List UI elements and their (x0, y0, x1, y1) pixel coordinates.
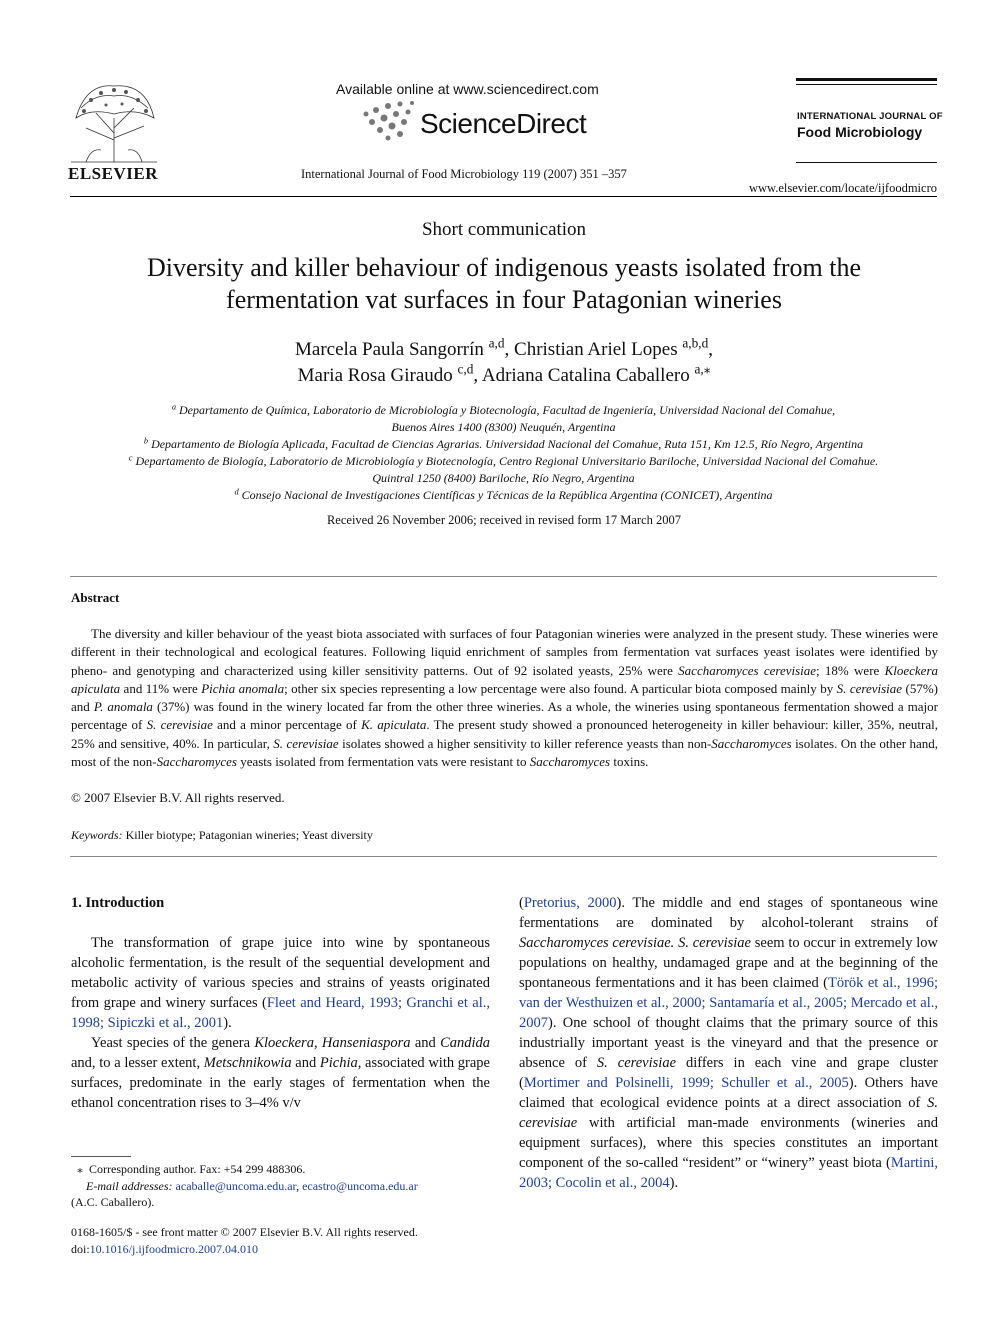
abstract-bottom-rule (70, 856, 937, 857)
affiliation-mark: d (234, 487, 239, 497)
affiliation-mark: b (143, 436, 149, 446)
citation-link[interactable]: Mortimer and Polsinelli, 1999; Schuller et al., 2005 (523, 1075, 849, 1091)
affiliation-b: Departamento de Biología Aplicada, Facultad de Ciencias Agrarias. Universidad Nacional del Comahue, Ruta 151, Km 12.5, Río Negro, Argentina (151, 437, 864, 451)
author-affiliation-mark[interactable]: a,b,d (682, 335, 709, 351)
front-matter (71, 1224, 491, 1257)
journal-logo-rule (796, 84, 937, 85)
journal-logo-line2: Food Microbiology (797, 124, 923, 140)
email-link[interactable]: acaballe@uncoma.edu.ar (175, 1178, 297, 1193)
sciencedirect-wordmark: ScienceDirect (420, 108, 587, 139)
author-name: Adriana Catalina Caballero (481, 365, 690, 386)
journal-url[interactable]: www.elsevier.com/locate/ijfoodmicro (748, 181, 937, 195)
abstract-body: The diversity and killer behaviour of the yeast biota associated with surfaces of four Patagonian wineries were analyzed in the present study. These wineries were different in their technological and ecological features. Following liquid enrichment of samples from fermentation vat surfaces yeast isolates were identified by pheno- and genotyping and characterized using killer sensitivity patterns. Out of 92 isolated yeasts, 25% were Saccharomyces cerevisiae; 18% were Kloeckera apiculata and 11% were Pichia anomala; other six species representing a low percentage were also found. A particular biota composed mainly by S. cerevisiae (57%) and P. anomala (37%) was found in the winery located far from the other three wineries. As a whole, the wineries using spontaneous fermentation showed a major percentage of S. cerevisiae and a minor percentage of K. apiculata. The present study showed a pronounced heterogeneity in killer behaviour: killer, 35%, neutral, 25% and sensitive, 40%. In particular, S. cerevisiae isolates showed a higher sensitivity to killer reference yeasts than non-Saccharomyces isolates. On the other hand, most of the non-Saccharomyces yeasts isolated from fermentation vats were resistant to Saccharomyces toxins. (71, 626, 938, 770)
footnotes: ⁎ Corresponding author. Fax: +54 299 488306. E-mail addresses: acaballe@uncoma.edu.ar, ecastro@uncoma.edu.ar (A.C. Caballero). (71, 1161, 491, 1211)
author-affiliation-mark[interactable]: c,d (457, 361, 474, 377)
issn-line: 0168-1605/$ - see front matter © 2007 Elsevier B.V. All rights reserved. (71, 1225, 418, 1239)
keywords (71, 828, 373, 843)
journal-logo-rule (796, 78, 937, 81)
title-line: fermentation vat surfaces in four Patagonian wineries (226, 285, 782, 314)
journal-logo-rule (796, 162, 937, 163)
received-dates: Received 26 November 2006; received in revised form 17 March 2007 (326, 513, 682, 527)
affiliation-a-address: Buenos Aires 1400 (8300) Neuquén, Argentina (391, 420, 616, 434)
citation-link[interactable]: Martini, 2003; Cocolin et al., 2004 (519, 1155, 938, 1191)
author-affiliation-mark[interactable]: a,⁎ (694, 361, 711, 377)
affiliation-mark: c (128, 453, 133, 463)
author-affiliation-mark[interactable]: a,d (488, 335, 505, 351)
citation-link[interactable]: Fleet and Heard, 1993; Granchi et al., 1998; Sipiczki et al., 2001 (71, 995, 490, 1031)
author-separator: , (473, 365, 482, 386)
email-link[interactable]: ecastro@uncoma.edu.ar (302, 1178, 418, 1193)
affiliation-c: Departamento de Biología, Laboratorio de Microbiología y Biotecnología, Centro Regional Universitario Bariloche, Universidad Nacional del Comahue. (135, 454, 879, 468)
footnote-rule (71, 1156, 131, 1157)
author-name: Maria Rosa Giraudo (297, 365, 453, 386)
section-type: Short communication (421, 219, 587, 240)
keywords-label: Keywords: (71, 828, 123, 842)
email-owner: (A.C. Caballero). (71, 1195, 155, 1209)
affiliation-c-address: Quintral 1250 (8400) Bariloche, Río Negro, Argentina (372, 471, 635, 485)
paragraph: (Pretorius, 2000). The middle and end stages of spontaneous wine fermentations are dominated by alcohol-tolerant strains of Saccharomyces cerevisiae. S. cerevisiae seem to occur in extremely low populations on healthy, undamaged grape and at the beginning of the spontaneous fermentations and it has been claimed (Török et al., 1996; van der Westhuizen et al., 2000; Santamaría et al., 2005; Mercado et al., 2007). One school of thought claims that the primary source of this industrially important yeast is the vineyard and that the presence or absence of S. cerevisiae differs in each vine and grape cluster (Mortimer and Polsinelli, 1999; Schuller et al., 2005). Others have claimed that ecological evidence points at a direct association of S. cerevisiae with artificial man-made environments (wineries and equipment surfaces), where this species constitutes an important component of the so-called “resident” or “winery” yeast biota (Martini, 2003; Cocolin et al., 2004). (519, 895, 939, 1191)
paragraph: The transformation of grape juice into wine by spontaneous alcoholic fermentation, is the result of the sequential development and metabolic activity of various species and strains of yeasts originated from grape and winery surfaces (Fleet and Heard, 1993; Granchi et al., 1998; Sipiczki et al., 2001). (71, 935, 490, 1031)
affiliations (70, 402, 937, 504)
author-separator: , (504, 339, 515, 360)
abstract-top-rule (70, 576, 937, 577)
header-divider (70, 196, 937, 197)
title-line: Diversity and killer behaviour of indigenous yeasts isolated from the (146, 253, 862, 282)
article-title (0, 252, 992, 316)
keywords-text: Killer biotype; Patagonian wineries; Yeast diversity (125, 828, 373, 842)
doi-label: doi: (71, 1241, 90, 1256)
journal-logo-line1: INTERNATIONAL JOURNAL OF (797, 111, 943, 122)
affiliation-mark: a (171, 402, 177, 412)
author-list (0, 337, 992, 389)
abstract-copyright: © 2007 Elsevier B.V. All rights reserved. (71, 790, 285, 805)
body-column-right (519, 893, 938, 1193)
citation-link[interactable]: Török et al., 1996; van der Westhuizen et al., 2000; Santamaría et al., 2005; Mercado et al., 2007 (519, 975, 938, 1031)
journal-citation: International Journal of Food Microbiology 119 (2007) 351 –357 (301, 167, 627, 181)
publisher-name: ELSEVIER (68, 164, 158, 183)
abstract-heading: Abstract (71, 590, 120, 605)
author-name: Marcela Paula Sangorrín (295, 339, 484, 360)
affiliation-d: Consejo Nacional de Investigaciones Científicas y Técnicas de la República Argentina (CONICET), Argentina (241, 488, 773, 502)
available-online-text: Available online at www.sciencedirect.com (336, 81, 599, 97)
citation-link[interactable]: Pretorius, 2000 (523, 895, 617, 911)
corresponding-author-note: Corresponding author. Fax: +54 299 488306. (89, 1162, 306, 1176)
body-column-left (71, 893, 490, 1113)
affiliation-a: Departamento de Química, Laboratorio de Microbiología y Biotecnología, Facultad de Ingeniería, Universidad Nacional del Comahue, (179, 403, 836, 417)
author-name: Christian Ariel Lopes (514, 339, 678, 360)
paragraph: Yeast species of the genera Kloeckera, Hanseniaspora and Candida and, to a lesser extent, Metschnikowia and Pichia, associated with grape surfaces, predominate in the early stages of fermentation when the ethanol concentration rises to 3–4% v/v (71, 1035, 491, 1111)
section-heading: 1. Introduction (71, 895, 165, 911)
author-separator: , (708, 339, 713, 360)
doi-link[interactable]: 10.1016/j.ijfoodmicro.2007.04.010 (89, 1241, 258, 1256)
email-label: E-mail addresses: (86, 1178, 173, 1193)
